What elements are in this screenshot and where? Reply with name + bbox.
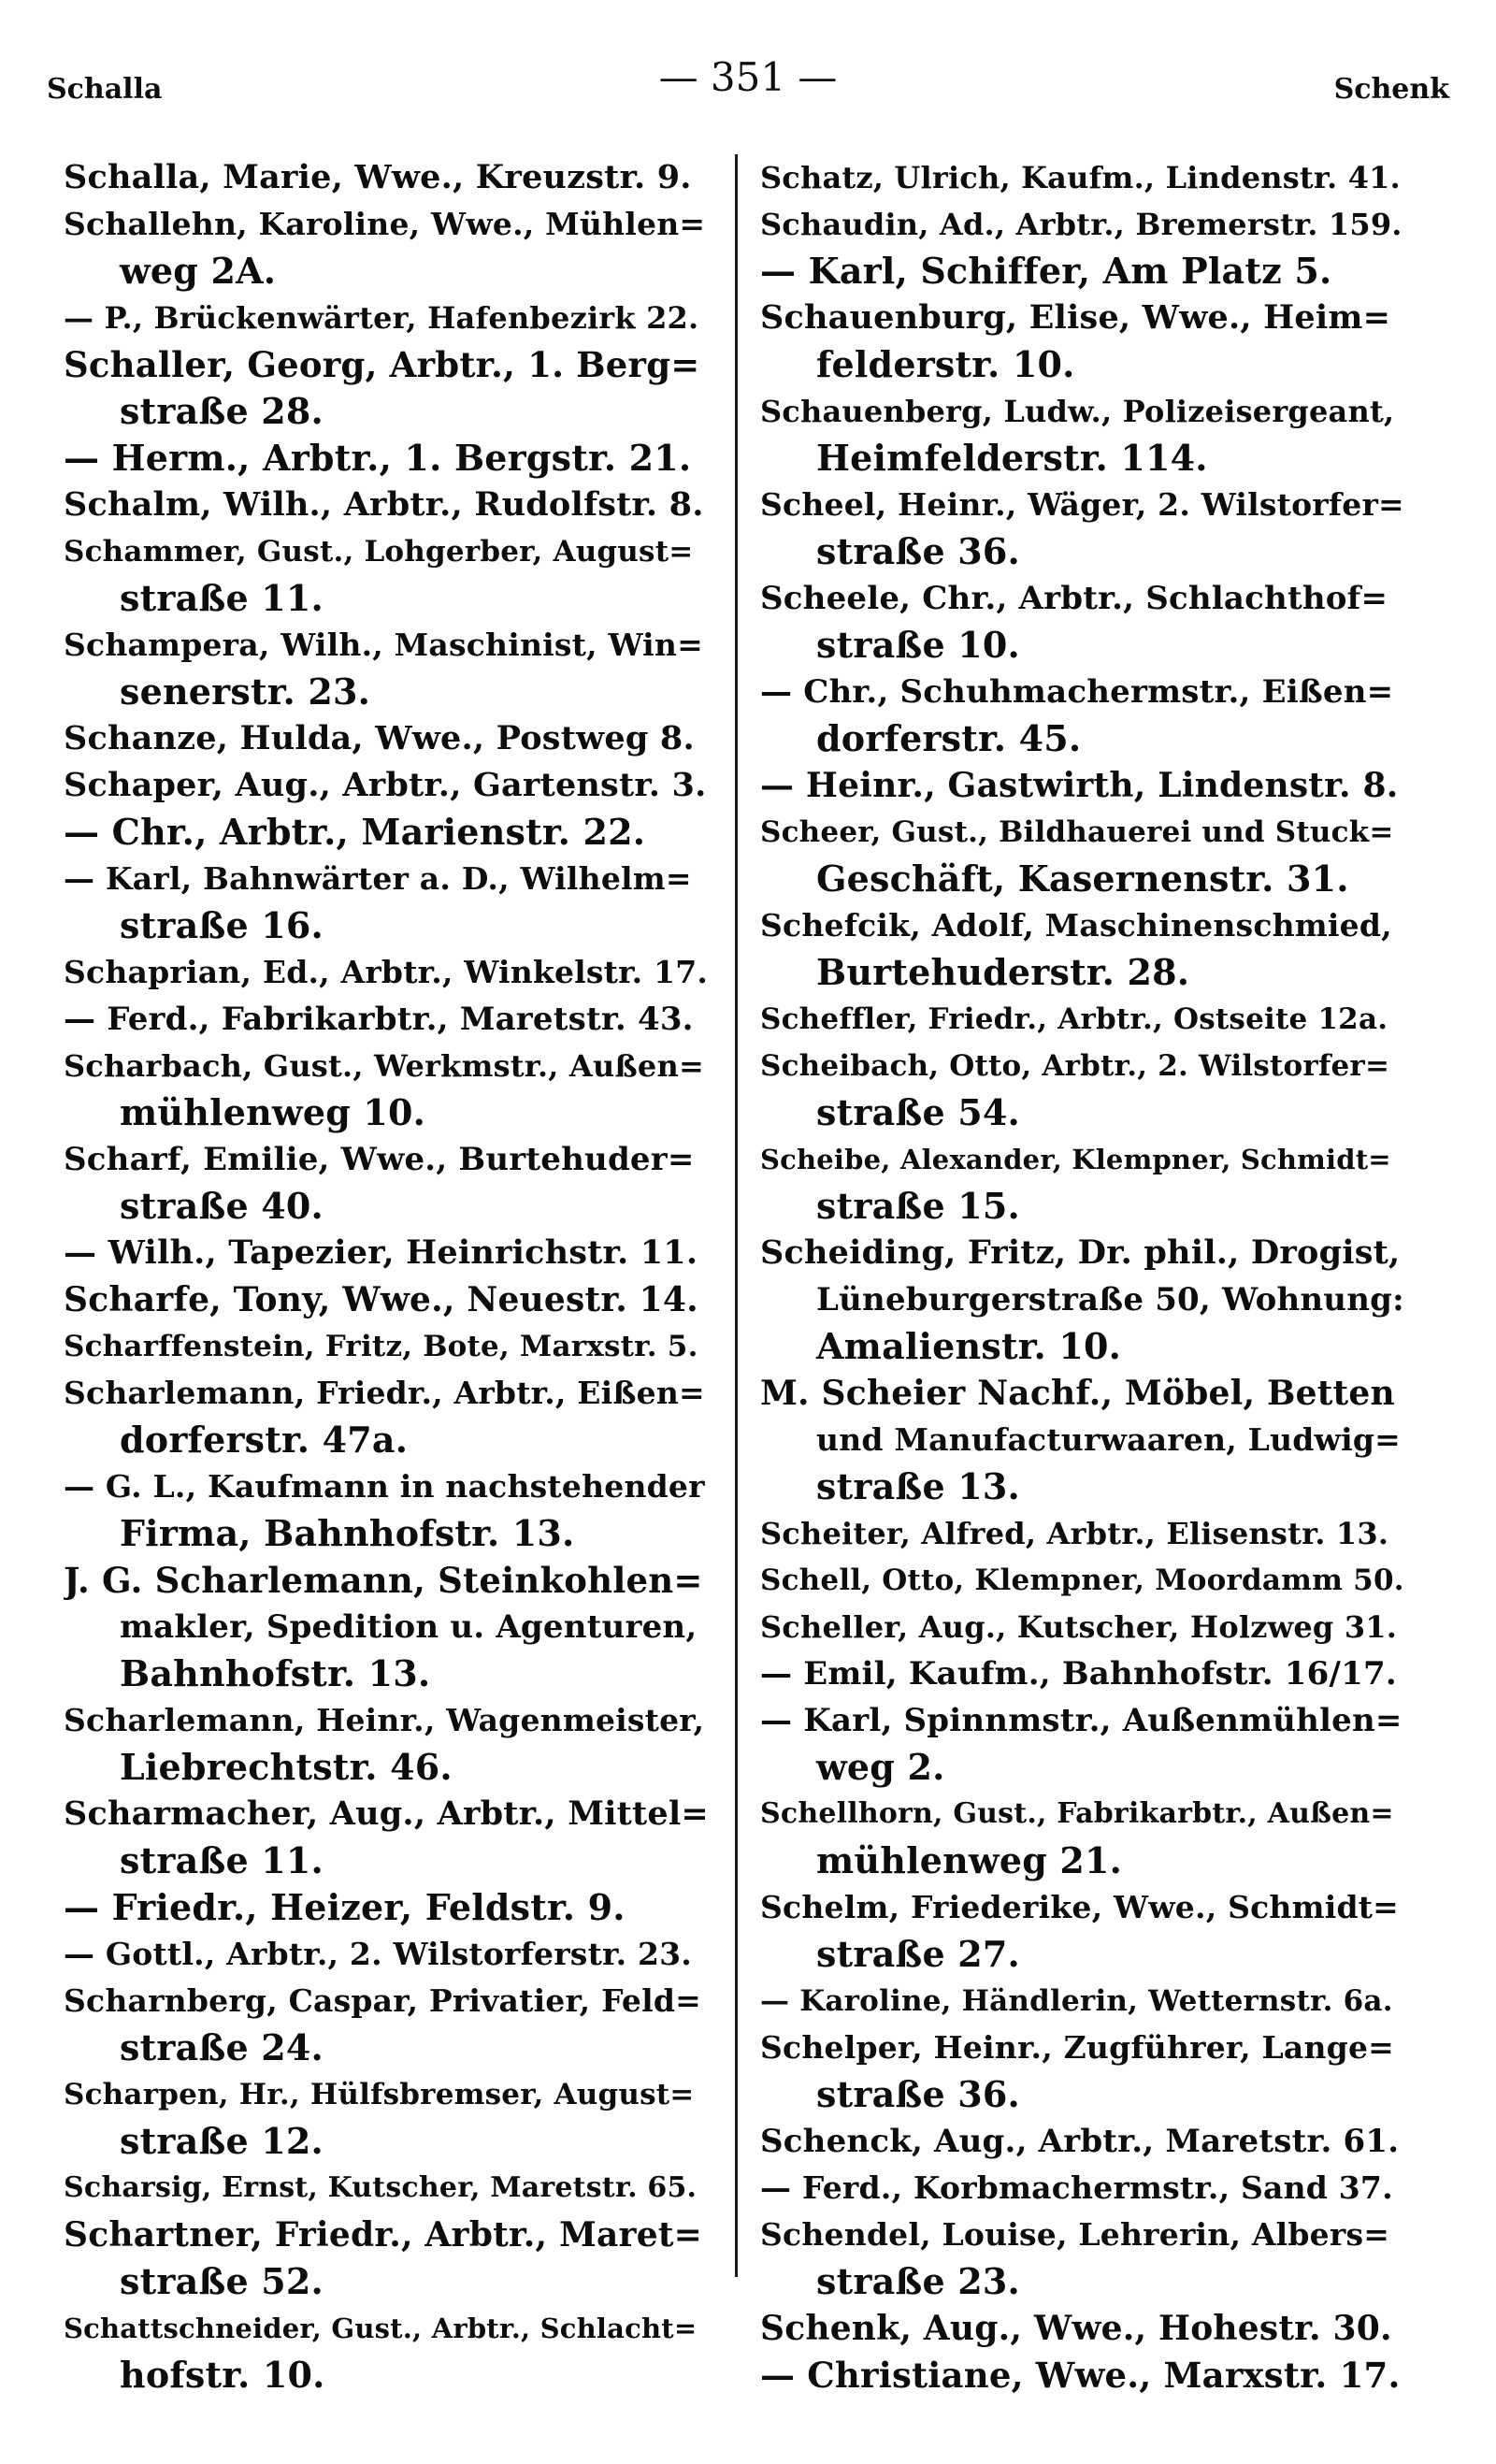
entry-line: J. G. Scharlemann, Steinkohlen= [64,1560,703,1601]
entry-line: — Karl, Bahnwärter a. D., Wilhelm= [64,860,692,897]
entry-continuation-line: Amalienstr. 10. [816,1325,1122,1367]
entry-continuation-line: Firma, Bahnhofstr. 13. [120,1512,575,1554]
entry-continuation-line: und Manufacturwaaren, Ludwig= [816,1421,1402,1458]
entry-continuation-line: dorferstr. 47a. [120,1419,409,1461]
entry-continuation-line: hofstr. 10. [120,2354,325,2396]
entry-continuation-line: weg 2. [816,1746,945,1788]
entry-line: Scharfe, Tony, Wwe., Neuestr. 14. [64,1280,698,1319]
entry-continuation-line: senerstr. 23. [120,670,371,713]
entry-line: Scharffenstein, Fritz, Bote, Marxstr. 5. [64,1330,698,1363]
left-column [64,154,709,2399]
entry-line: Scheiter, Alfred, Arbtr., Elisenstr. 13. [760,1516,1389,1551]
entry-continuation-line: straße 52. [120,2260,324,2302]
entry-continuation-line: felderstr. 10. [816,343,1075,385]
entry-line: — Karl, Spinnmstr., Außenmühlen= [760,1702,1402,1739]
entry-continuation-line: Heimfelderstr. 114. [816,437,1208,479]
entry-continuation-line: Burtehuderstr. 28. [816,951,1190,993]
entry-line: — Chr., Schuhmachermstr., Eißen= [760,673,1394,711]
entry-continuation-line: mühlenweg 21. [816,1839,1123,1881]
entry-continuation-line: straße 28. [120,390,324,432]
entry-line: Scheel, Heinr., Wäger, 2. Wilstorfer= [760,486,1404,523]
entry-continuation-line: dorferstr. 45. [816,717,1082,759]
entry-line: Schelm, Friederike, Wwe., Schmidt= [760,1889,1400,1925]
entry-line: Scheele, Chr., Arbtr., Schlachthof= [760,580,1388,617]
entry-continuation-line: straße 27. [816,1933,1020,1975]
entry-line: Schaudin, Ad., Arbtr., Bremerstr. 159. [760,207,1402,242]
entry-line: — G. L., Kaufmann in nachstehender [64,1468,705,1505]
entry-continuation-line: straße 12. [120,2120,324,2162]
entry-line: Schartner, Friedr., Arbtr., Maret= [64,2215,703,2255]
entry-continuation-line: Bahnhofstr. 13. [120,1652,431,1694]
entry-line: — Ferd., Fabrikarbtr., Maretstr. 43. [64,1001,694,1038]
entry-line: Scharbach, Gust., Werkmstr., Außen= [64,1048,704,1084]
entry-line: Schallehn, Karoline, Wwe., Mühlen= [64,206,706,242]
entry-line: Schatz, Ulrich, Kaufm., Lindenstr. 41. [760,160,1401,195]
right-column [760,154,1405,2399]
entry-line: Scharlemann, Heinr., Wagenmeister, [64,1702,705,1738]
directory-columns [64,154,1405,2427]
entry-line: Schelper, Heinr., Zugführer, Lange= [760,2029,1394,2066]
entry-line: Schenck, Aug., Arbtr., Maretstr. 61. [760,2123,1400,2160]
entry-continuation-line: straße 13. [816,1465,1020,1507]
entry-line: Scharf, Emilie, Wwe., Burtehuder= [64,1141,695,1178]
entry-line: Scharmacher, Aug., Arbtr., Mittel= [64,1794,709,1833]
entry-continuation-line: straße 24. [120,2026,324,2068]
entry-continuation-line: straße 10. [816,624,1020,666]
entry-line: — Herm., Arbtr., 1. Bergstr. 21. [64,437,692,479]
entry-continuation-line: mühlenweg 10. [120,1091,426,1133]
entry-line: Schattschneider, Gust., Arbtr., Schlacht= [64,2313,698,2344]
page-header [47,54,1449,110]
entry-continuation-line: straße 15. [816,1185,1020,1227]
header-first-entry: Schalla [47,73,163,106]
entry-continuation-line: Liebrechtstr. 46. [120,1746,453,1788]
header-last-entry: Schenk [1333,73,1449,106]
entry-line: — Gottl., Arbtr., 2. Wilstorferstr. 23. [64,1936,692,1972]
entry-continuation-line: straße 36. [816,2073,1020,2115]
entry-continuation-line: Lüneburgerstraße 50, Wohnung: [816,1281,1404,1318]
entry-line: Schauenburg, Elise, Wwe., Heim= [760,298,1391,337]
entry-line: Schammer, Gust., Lohgerber, August= [64,535,694,569]
entry-line: Scharnberg, Caspar, Privatier, Feld= [64,1982,701,2019]
entry-continuation-line: straße 16. [120,904,324,946]
entry-line: Schanze, Hulda, Wwe., Postweg 8. [64,719,695,757]
entry-line: — Emil, Kaufm., Bahnhofstr. 16/17. [760,1655,1397,1693]
entry-line: — Christiane, Wwe., Marxstr. 17. [760,2355,1401,2396]
entry-line: Schell, Otto, Klempner, Moordamm 50. [760,1563,1404,1597]
entry-continuation-line: Geschäft, Kasernenstr. 31. [816,857,1349,900]
entry-line: Schaller, Georg, Arbtr., 1. Berg= [64,344,700,385]
entry-continuation-line: straße 54. [816,1091,1020,1133]
entry-line: Schenk, Aug., Wwe., Hohestr. 30. [760,2309,1392,2348]
entry-line: Schaprian, Ed., Arbtr., Winkelstr. 17. [64,954,709,990]
entry-line: Scheller, Aug., Kutscher, Holzweg 31. [760,1609,1398,1645]
entry-line: Schauenberg, Ludw., Polizeisergeant, [760,394,1395,429]
entry-line: Scheibach, Otto, Arbtr., 2. Wilstorfer= [760,1049,1390,1083]
entry-continuation-line: makler, Spedition u. Agenturen, [120,1608,698,1646]
entry-line: — P., Brückenwärter, Hafenbezirk 22. [64,300,699,336]
entry-line: — Wilh., Tapezier, Heinrichstr. 11. [64,1233,698,1272]
entry-line: Schalla, Marie, Wwe., Kreuzstr. 9. [64,158,692,196]
entry-line: Schalm, Wilh., Arbtr., Rudolfstr. 8. [64,485,704,524]
entry-line: Scheffler, Friedr., Arbtr., Ostseite 12a. [760,1002,1388,1036]
entry-line: — Heinr., Gastwirth, Lindenstr. 8. [760,766,1399,805]
entry-line: — Karl, Schiffer, Am Platz 5. [760,250,1332,292]
entry-line: Scharpen, Hr., Hülfsbremser, August= [64,2078,695,2111]
entry-line: — Friedr., Heizer, Feldstr. 9. [64,1886,626,1928]
entry-line: Schendel, Louise, Lehrerin, Albers= [760,2216,1390,2253]
entry-line: Scheiding, Fritz, Dr. phil., Drogist, [760,1233,1401,1272]
entry-continuation-line: straße 36. [816,530,1020,572]
column-divider [735,154,738,2277]
entry-line: — Karoline, Händlerin, Wetternstr. 6a. [760,1984,1393,2018]
entry-line: M. Scheier Nachf., Möbel, Betten [760,1374,1395,1413]
entry-line: Scheer, Gust., Bildhauerei und Stuck= [760,815,1394,849]
entry-continuation-line: weg 2A. [120,250,277,292]
entry-line: Schaper, Aug., Arbtr., Gartenstr. 3. [64,766,707,804]
entry-line: Scheibe, Alexander, Klempner, Schmidt= [760,1144,1391,1175]
entry-continuation-line: straße 11. [120,577,324,619]
entry-line: — Chr., Arbtr., Marienstr. 22. [64,811,646,853]
entry-continuation-line: straße 23. [816,2260,1020,2302]
entry-line: Scharlemann, Friedr., Arbtr., Eißen= [64,1375,705,1411]
entry-line: Scharsig, Ernst, Kutscher, Maretstr. 65. [64,2171,698,2204]
entry-continuation-line: straße 11. [120,1839,324,1881]
entry-line: Schellhorn, Gust., Fabrikarbtr., Außen= [760,1797,1394,1830]
entry-continuation-line: straße 40. [120,1185,324,1227]
page-number: — 351 — [658,54,838,100]
entry-line: Schefcik, Adolf, Maschinenschmied, [760,907,1392,944]
entry-line: Schampera, Wilh., Maschinist, Win= [64,627,703,663]
entry-line: — Ferd., Korbmachermstr., Sand 37. [760,2169,1393,2206]
